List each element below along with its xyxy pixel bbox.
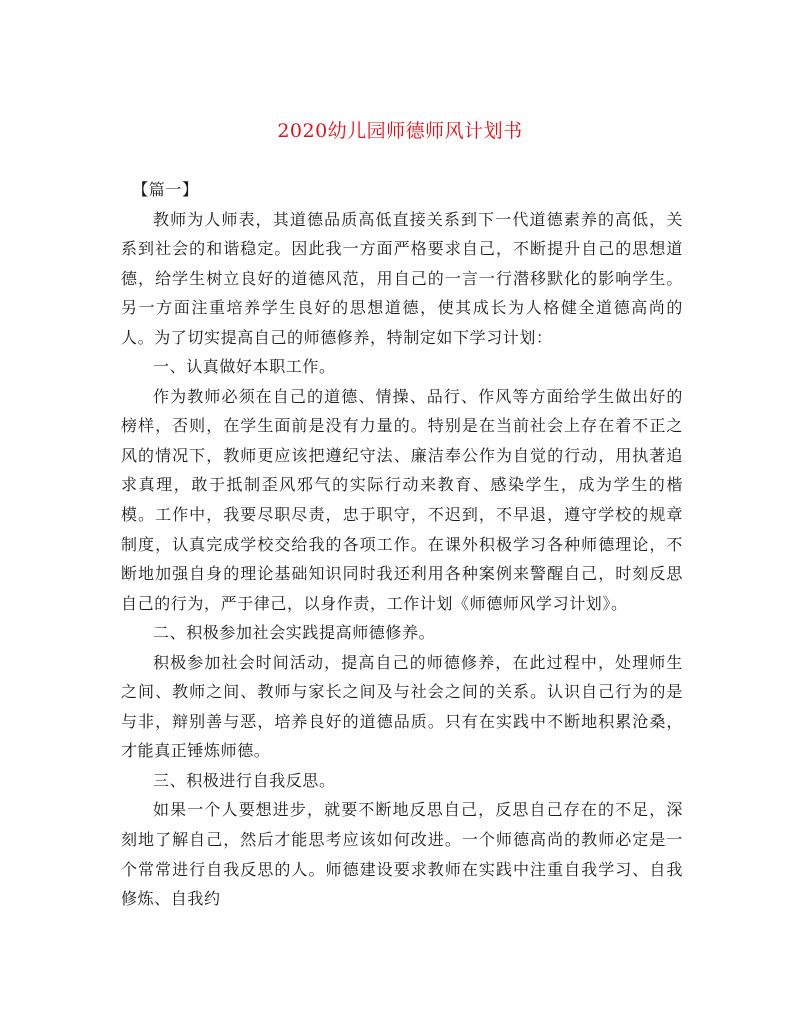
document-body (121, 175, 683, 914)
paragraph-3: 如果一个人要想进步，就要不断地反思自己，反思自己存在的不足，深刻地了解自己，然后才能思考应该如何改进。一个师德高尚的教师必定是一个常常进行自我反思的人。师德建设要求教师在实践中注重自我学习、自我修炼、自我约 (121, 800, 683, 909)
heading-1: 一、认真做好本职工作。 (153, 357, 336, 377)
heading-3: 三、积极进行自我反思。 (153, 770, 336, 790)
document-title: 2020幼儿园师德师风计划书 (277, 120, 523, 142)
section-label: 【篇一】 (132, 180, 199, 199)
heading-2: 二、积极参加社会实践提高师德修养。 (153, 623, 436, 643)
paragraph-2: 积极参加社会时间活动，提高自己的师德修养，在此过程中，处理师生之间、教师之间、教师与家长之间及与社会之间的关系。认识自己行为的是与非，辩别善与恶，培养良好的道德品质。只有在实践中不断地积累沧桑，才能真正锤炼师德。 (121, 652, 683, 761)
paragraph-intro: 教师为人师表，其道德品质高低直接关系到下一代道德素养的高低，关系到社会的和谐稳定。因此我一方面严格要求自己，不断提升自己的思想道德，给学生树立良好的道德风范，用自己的一言一行潜移默化的影响学生。另一方面注重培养学生良好的思想道德，使其成长为人格健全道德高尚的人。为了切实提高自己的师德修养，特制定如下学习计划： (121, 209, 683, 347)
paragraph-1: 作为教师必须在自己的道德、情操、品行、作风等方面给学生做出好的榜样，否则，在学生面前是没有力量的。特别是在当前社会上存在着不正之风的情况下，教师更应该把遵纪守法、廉洁奉公作为自觉的行动，用执著追求真理，敢于抵制歪风邪气的实际行动来教育、感染学生，成为学生的楷模。工作中，我要尽职尽责，忠于职守，不迟到，不早退，遵守学校的规章制度，认真完成学校交给我的各项工作。在课外积极学习各种师德理论，不断地加强自身的理论基础知识同时我还利用各种案例来警醒自己，时刻反思自己的行为，严于律己，以身作责，工作计划《师德师风学习计划》。 (121, 386, 683, 613)
